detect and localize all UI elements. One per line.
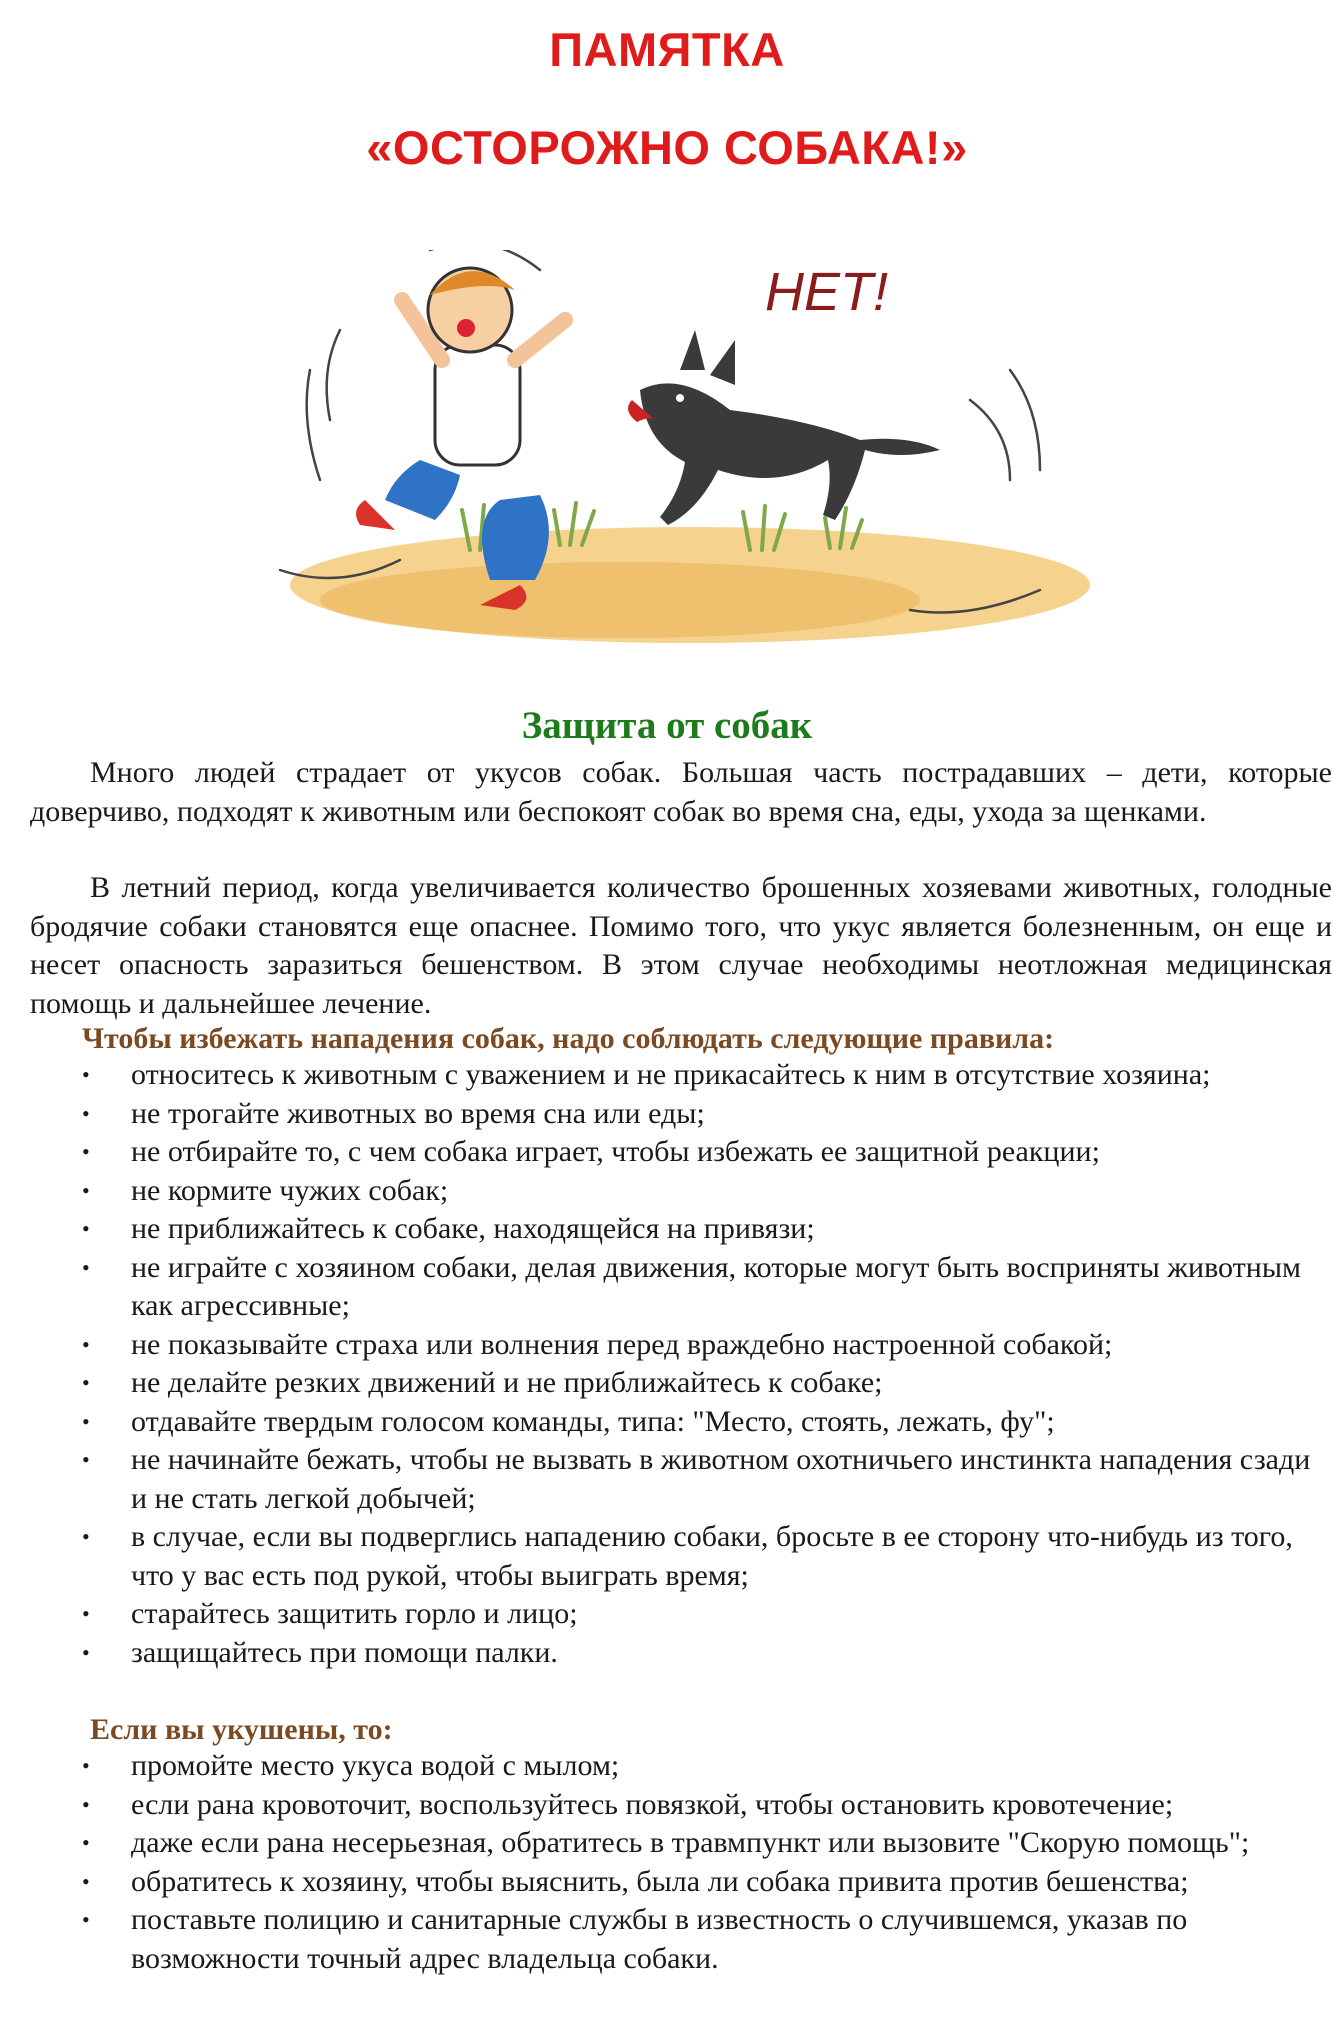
list-item: • в случае, если вы подверглись нападению собаки, бросьте в ее сторону что-нибудь из того, что у вас есть под рукой, чтобы выиграть время; bbox=[82, 1520, 1293, 1592]
list-item: • даже если рана несерьезная, обратитесь в травмпункт или вызовите "Скорую помощь"; bbox=[0, 1824, 1334, 1863]
list-item: • промойте место укуса водой с мылом; bbox=[0, 1747, 1334, 1786]
boy-running-from-dog-illustration bbox=[270, 250, 1100, 670]
bullet-icon: • bbox=[82, 1830, 90, 1855]
bullet-icon: • bbox=[82, 1331, 90, 1357]
list-item: • не приближайтесь к собаке, находящейся на привязи; bbox=[0, 1210, 1334, 1249]
bullet-icon: • bbox=[82, 1177, 90, 1203]
page-title: ПАМЯТКА bbox=[549, 23, 785, 76]
bullet-icon: • bbox=[82, 1408, 90, 1434]
bite-heading: Если вы укушены, то: bbox=[90, 1713, 393, 1746]
list-item: • не трогайте животных во время сна или еды; bbox=[0, 1095, 1334, 1134]
rules-heading: Чтобы избежать нападения собак, надо соблюдать следующие правила: bbox=[82, 1022, 1055, 1055]
bullet-icon: • bbox=[82, 1139, 90, 1164]
dog-icon bbox=[628, 330, 940, 525]
list-item: • поставьте полицию и санитарные службы в известность о случившемся, указав по возможности точный адрес владельца собаки. bbox=[82, 1903, 1188, 1975]
bullet-icon: • bbox=[82, 1753, 90, 1778]
list-item: • не кормите чужих собак; bbox=[0, 1172, 1334, 1211]
bullet-icon: • bbox=[82, 1601, 90, 1626]
bite-list bbox=[0, 1747, 1334, 1978]
bullet-icon: • bbox=[82, 1062, 90, 1087]
bullet-icon: • bbox=[82, 1216, 90, 1241]
illustration-caption: НЕТ! bbox=[765, 262, 889, 322]
bullet-icon: • bbox=[82, 1254, 90, 1280]
list-item: • не делайте резких движений и не приближайтесь к собаке; bbox=[0, 1364, 1334, 1403]
list-item: • обратитесь к хозяину, чтобы выяснить, была ли собака привита против бешенства; bbox=[0, 1863, 1334, 1902]
list-item: • старайтесь защитить горло и лицо; bbox=[0, 1595, 1334, 1634]
bullet-icon: • bbox=[82, 1791, 90, 1817]
bullet-icon: • bbox=[82, 1868, 90, 1894]
list-item: • не отбирайте то, с чем собака играет, чтобы избежать ее защитной реакции; bbox=[0, 1133, 1334, 1172]
page-subtitle: «ОСТОРОЖНО СОБАКА!» bbox=[366, 121, 968, 174]
bullet-icon: • bbox=[82, 1100, 90, 1126]
section-heading: Защита от собак bbox=[521, 704, 813, 747]
list-item: • не играйте с хозяином собаки, делая движения, которые могут быть восприняты животным как агрессивные; bbox=[82, 1250, 1301, 1322]
list-item: • не показывайте страха или волнения перед враждебно настроенной собакой; bbox=[0, 1326, 1334, 1365]
list-item: • защищайтесь при помощи палки. bbox=[0, 1634, 1334, 1673]
bullet-icon: • bbox=[82, 1639, 90, 1665]
list-item: • не начинайте бежать, чтобы не вызвать в животном охотничьего инстинкта нападения сзади и не стать легкой добычей; bbox=[82, 1443, 1311, 1515]
bullet-icon: • bbox=[82, 1370, 90, 1395]
bullet-icon: • bbox=[82, 1447, 90, 1472]
rules-list bbox=[0, 1056, 1334, 1672]
list-item: • если рана кровоточит, воспользуйтесь повязкой, чтобы остановить кровотечение; bbox=[0, 1786, 1334, 1825]
list-item: • отдавайте твердым голосом команды, типа: "Место, стоять, лежать, фу"; bbox=[0, 1403, 1334, 1442]
list-item: • относитесь к животным с уважением и не прикасайтесь к ним в отсутствие хозяина; bbox=[0, 1056, 1334, 1095]
intro-paragraph: Много людей страдает от укусов собак. Большая часть пострадавших – дети, которые доверчиво, подходят к животным или беспокоят собак во время сна, еды, ухода за щенками. bbox=[30, 756, 1332, 828]
bullet-icon: • bbox=[82, 1907, 90, 1932]
bullet-icon: • bbox=[82, 1524, 90, 1549]
summer-paragraph: В летний период, когда увеличивается количество брошенных хозяевами животных, голодные бродячие собаки становятся еще опаснее. Помимо того, что укус является болезненным, он еще и несет опасность заразиться бешенством. В этом случае необходимы неотложная медицинская помощь и дальнейшее лечение. bbox=[30, 871, 1332, 1020]
